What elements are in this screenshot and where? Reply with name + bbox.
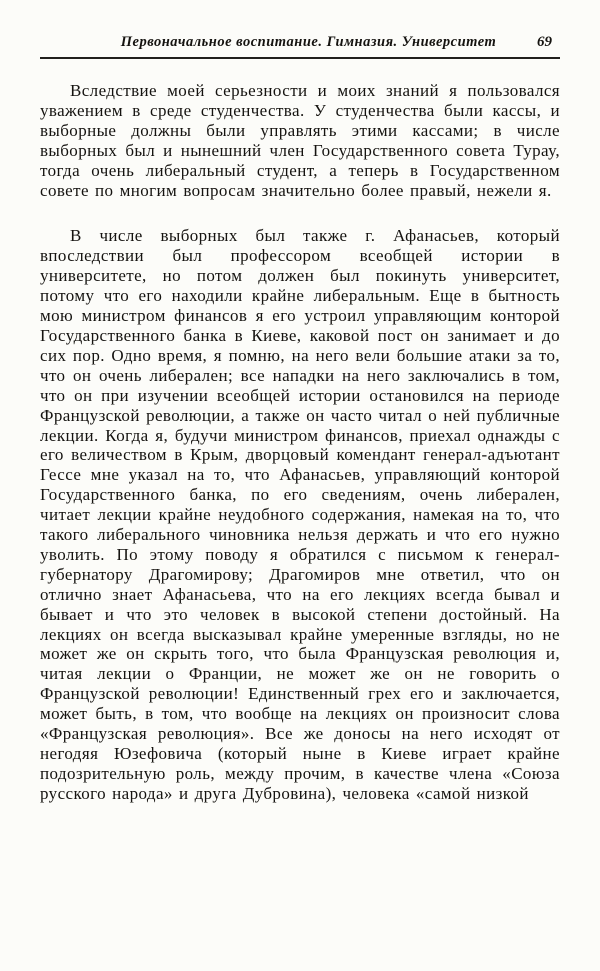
running-head [40,34,560,59]
page-number: 69 [537,34,552,50]
paragraph-2: В числе выборных был также г. Афанасьев, который впоследствии был профессором всеобщей истории в университете, но потом должен был покинуть университет, потому что его находили крайне либеральным. Еще в бытность мою министром финансов я его устроил управляющим конторой Государственного банка в Киеве, каковой пост он занимает и до сих пор. Одно время, я помню, на него вели большие атаки за то, что он очень либерален; все нападки на него заключались в том, что он при изучении всеобщей истории остановился на периоде Французской революции, а также он часто читал о ней публичные лекции. Когда я, будучи министром финансов, приехал однажды с его величеством в Крым, дворцовый комендант генерал-адъютант Гессе мне указал на то, что Афанасьев, управляющий конторой Государственного банка, по его сведениям, очень либерален, читает лекции крайне неудобного содержания, намекая на то, что такого либерального чиновника нельзя держать и что его нужно уволить. По этому поводу я обратился с письмом к генерал-губернатору Драгомирову; Драгомиров мне ответил, что он отлично знает Афанасьева, что на его лекциях всегда бывал и бывает и что это человек в высокой степени достойный. На лекциях он всегда высказывал крайне умеренные взгляды, но не может же он скрыть того, что была Французская революция и, читая лекции о Франции, не может же он не говорить о Французской революции! Единственный грех его и заключается, может быть, в том, что вообще на лекциях он произносит слова «Французская революция». Все же доносы на него исходят от негодяя Юзефовича (который ныне в Киеве играет крайне подозрительную роль, между прочим, в качестве члена «Союза русского народа» и друга Дубровина), человека «самой низкой [40,226,560,803]
running-title: Первоначальное воспитание. Гимназия. Университет [120,34,497,50]
paragraph-1: Вследствие моей серьезности и моих знаний я пользовался уважением в среде студенчества. У студенчества были кассы, и выборные должны были управлять этими кассами; в числе выборных был и нынешний член Государственного совета Турау, тогда очень либеральный студент, а теперь в Государственном совете по многим вопросам значительно более правый, нежели я. [40,81,560,200]
body-text [40,81,560,804]
